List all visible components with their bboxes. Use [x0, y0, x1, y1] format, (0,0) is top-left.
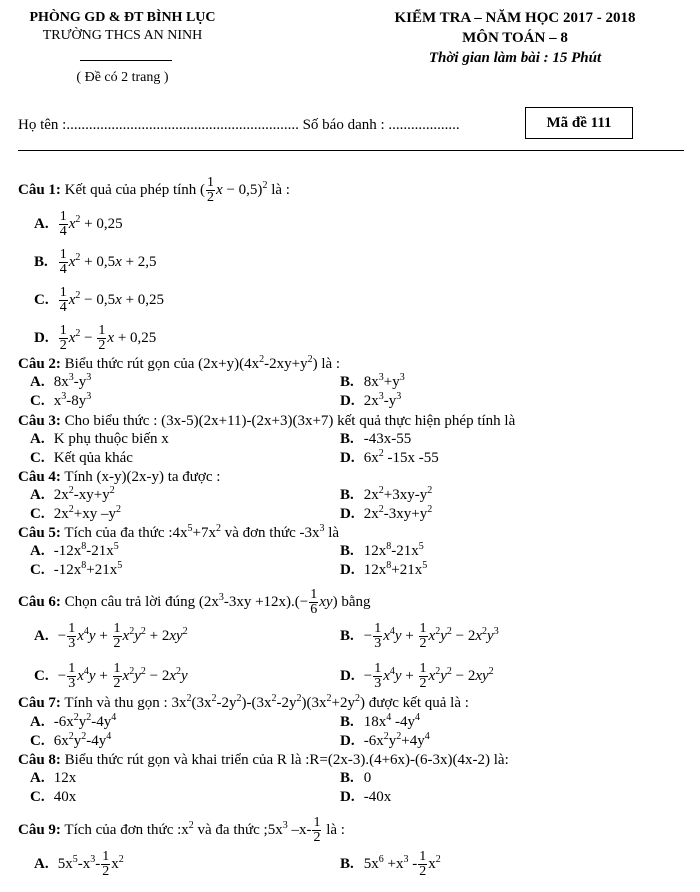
sbd-label: Số báo danh :	[302, 117, 385, 133]
q8-option-a[interactable]: A. 12x	[30, 770, 77, 786]
q2-option-a[interactable]: A. $8x^3-y^3$	[30, 372, 92, 390]
q7-option-a[interactable]: A. $-6x^2y^2-4y^4$	[30, 712, 117, 730]
exam-code-box: Mã đề 111	[525, 107, 633, 139]
question-1: Câu 1: Kết quả của phép tính ( $\frac{1}{2}$ x − 0,5)$^2$ là :	[18, 175, 290, 205]
q9-option-b[interactable]: B. $5x^6 +x^3$ - $\frac{1}{2}$ $x^2$	[340, 849, 441, 879]
question-9: Câu 9: Tích của đơn thức $:x^2$ và đa thức $;5x^3$ –x- $\frac{1}{2}$ là :	[18, 815, 345, 845]
subject-title: MÔN TOÁN – 8	[462, 30, 568, 46]
q8-option-c[interactable]: C. 40x	[30, 789, 77, 805]
name-field[interactable]: ..............................................................	[66, 117, 299, 133]
question-3: Câu 3: Cho biểu thức : (3x-5)(2x+11)-(2x+3)(3x+7) kết quả thực hiện phép tính là	[18, 413, 516, 429]
q3-option-b[interactable]: B. -43x-55	[340, 431, 412, 447]
q6-option-c[interactable]: C. − $\frac{1}{3}$ $x^4y$ + $\frac{1}{2}$ $x^2y^2 - 2x^2y$	[34, 661, 188, 691]
q7-option-c[interactable]: C. $6x^2y^2-4y^4$	[30, 731, 112, 749]
page-count: ( Đề có 2 trang )	[76, 70, 169, 85]
q5-option-d[interactable]: D. $12x^8+21x^5$	[340, 560, 428, 578]
question-4: Câu 4: Tính (x-y)(2x-y) ta được :	[18, 469, 221, 485]
q8-option-b[interactable]: B. 0	[340, 770, 372, 786]
dept-name: PHÒNG GD & ĐT BÌNH LỤC	[29, 10, 216, 25]
q7-option-d[interactable]: D. $-6x^2y^2+4y^4$	[340, 731, 430, 749]
q1-tail: là :	[271, 181, 290, 198]
q4-option-b[interactable]: B. $2x^2+3xy-y^2$	[340, 485, 433, 503]
q5-option-c[interactable]: C. $-12x^8+21x^5$	[30, 560, 123, 578]
question-2: Câu 2: Biểu thức rút gọn của $(2x+y)(4x^2-2xy+y^2)$ là :	[18, 354, 341, 372]
exam-title: KIỂM TRA – NĂM HỌC 2017 - 2018	[394, 10, 636, 26]
q7-option-b[interactable]: B. $18x^4$ $-4y^4$	[340, 712, 420, 730]
q1-label: Câu 1:	[18, 181, 61, 198]
q4-option-a[interactable]: A. $2x^2-xy+y^2$	[30, 485, 115, 503]
name-label: Họ tên :	[18, 117, 67, 133]
question-6: Câu 6: Chọn câu trả lời đúng $(2x^3-3xy +12x).(-$ $\frac{1}{6}$ xy) bằng	[18, 587, 371, 617]
q1-option-a[interactable]: A. $\frac{1}{4}$ $x^2 + 0,25$	[34, 209, 123, 239]
q3-option-a[interactable]: A. K phụ thuộc biến x	[30, 431, 169, 447]
q2-option-d[interactable]: D. $2x^3-y^3$	[340, 391, 402, 409]
q2-option-c[interactable]: C. $x^3-8y^3$	[30, 391, 92, 409]
q4-option-d[interactable]: D. $2x^2-3xy+y^2$	[340, 504, 433, 522]
q9-option-a[interactable]: A. $5x^5-x^3-$ $\frac{1}{2}$ $x^2$	[34, 849, 124, 879]
q5-option-a[interactable]: A. $-12x^8-21x^5$	[30, 541, 119, 559]
q6-option-d[interactable]: D. − $\frac{1}{3}$ $x^4y$ + $\frac{1}{2}$ $x^2y^2 - 2xy^2$	[340, 661, 494, 691]
q8-option-d[interactable]: D. -40x	[340, 789, 392, 805]
q5-option-b[interactable]: B. $12x^8-21x^5$	[340, 541, 424, 559]
q1-text: Kết quả của phép tính	[64, 181, 197, 198]
q3-option-d[interactable]: D. $6x^2$ -15x -55	[340, 448, 439, 466]
q1-option-d[interactable]: D. $\frac{1}{2}$ $x^2$ − $\frac{1}{2}$ x + 0,25	[34, 323, 157, 353]
q2-option-b[interactable]: B. $8x^3+y^3$	[340, 372, 405, 390]
q1-option-b[interactable]: B. $\frac{1}{4}$ $x^2 + 0,5x + 2,5$	[34, 247, 157, 277]
q3-option-c[interactable]: C. Kết qủa khác	[30, 450, 133, 466]
q1-option-c[interactable]: C. $\frac{1}{4}$ $x^2 - 0,5x + 0,25$	[34, 285, 165, 315]
q6-option-b[interactable]: B. − $\frac{1}{3}$ $x^4y$ + $\frac{1}{2}$ $x^2y^2 - 2x^2y^3$	[340, 621, 499, 651]
q4-option-c[interactable]: C. $2x^2+xy$ $-y^2$	[30, 504, 121, 522]
question-7: Câu 7: Tính và thu gọn : $3x^2(3x^2-2y^2)-(3x^2-2y^2)(3x^2+2y^2)$ được kết quả là :	[18, 693, 469, 711]
name-line	[18, 117, 460, 134]
sbd-field[interactable]: ...................	[388, 117, 460, 133]
question-8: Câu 8: Biểu thức rút gọn và khai triển của R là :R=(2x-3).(4+6x)-(6-3x)(4x-2) là:	[18, 752, 509, 768]
header-divider	[80, 60, 172, 61]
time-limit: Thời gian làm bài : 15 Phút	[428, 50, 602, 66]
question-5: Câu 5: Tích của đa thức $:4x^5+7x^2$ và đơn thức $-3x^3$ là	[18, 523, 340, 541]
school-name: TRƯỜNG THCS AN NINH	[42, 28, 203, 43]
q6-option-a[interactable]: A. − $\frac{1}{3}$ $x^4y$ + $\frac{1}{2}$ $x^2y^2 + 2xy^2$	[34, 621, 188, 651]
section-divider	[18, 150, 684, 151]
